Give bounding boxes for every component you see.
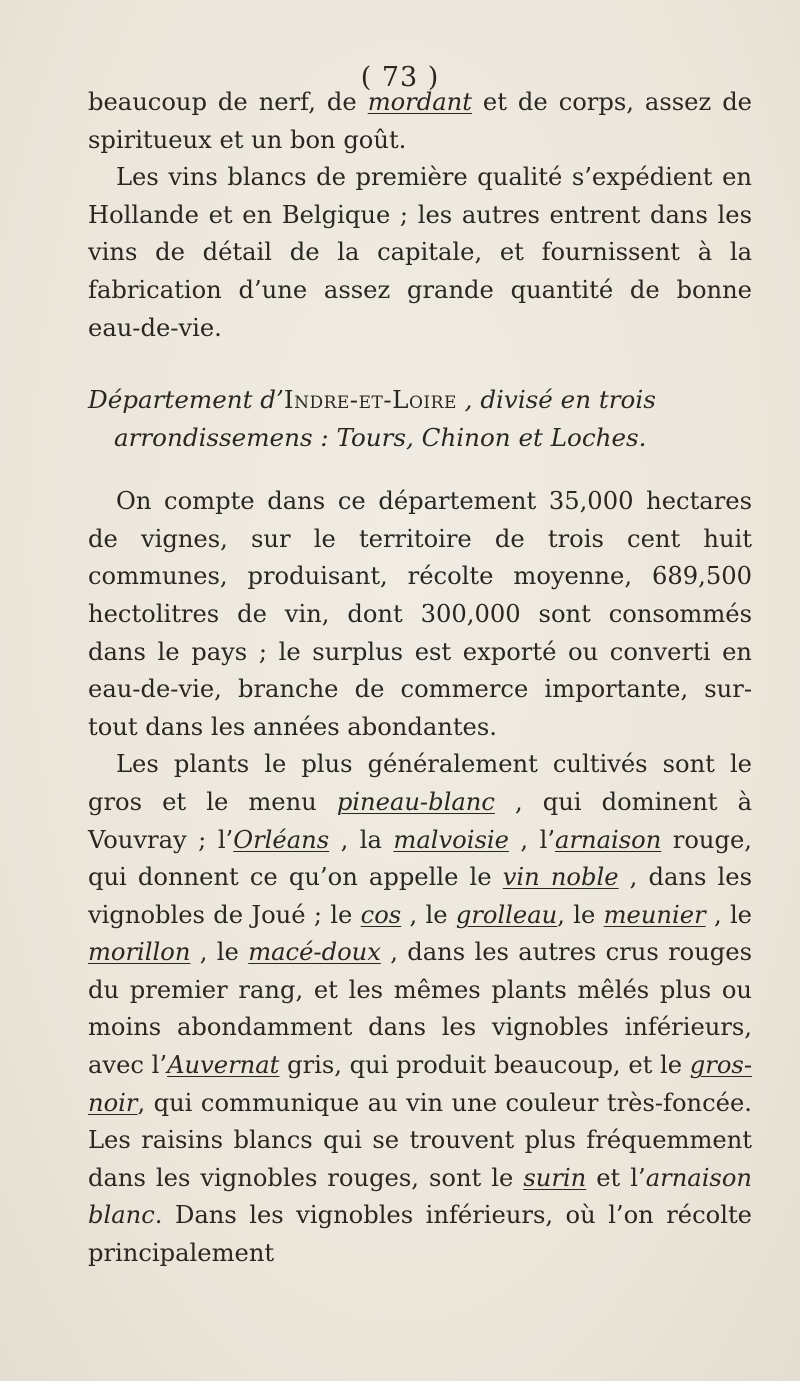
- variety-name: Auvernat: [167, 1051, 280, 1080]
- variety-name: meunier: [603, 900, 706, 929]
- paragraph-text: , la: [329, 825, 394, 854]
- term-mordant: mordant: [367, 88, 472, 116]
- paragraph-white-wines: Les vins blancs de première qualité s’expédient en Hollande et en Belgique ; les autres entrent dans les vins de détail de la capitale, et fournissent à la fabrication d’une assez grande quantité de bonne eau-de-vie.: [88, 163, 752, 342]
- paragraph-text: , le: [557, 900, 604, 929]
- paragraph-text: gris, qui produit beaucoup, et le: [279, 1051, 690, 1080]
- variety-name: macé-doux: [248, 938, 381, 967]
- paragraph-text: Les plants le plus généralement cultivés sont le gros et le menu: [88, 750, 752, 816]
- paragraph-text: , le: [190, 938, 249, 967]
- department-heading: [88, 381, 752, 457]
- variety-name: gros-noir: [88, 1051, 752, 1117]
- paragraph-text: rouge, qui donnent ce qu’on appelle le: [88, 825, 752, 892]
- paragraph-text: , dans les vignobles de Joué ; le: [88, 863, 752, 929]
- page-number: ( 73 ): [360, 62, 440, 93]
- paragraph-text: , qui communique au vin une couleur très-foncée. Les raisins blancs qui se trouvent plus fréquemment dans les vignobles rouges, sont le: [88, 1088, 752, 1192]
- paragraph-text: , qui dominent à Vouvray ; l’: [88, 787, 752, 854]
- paragraph-text: , l’: [508, 825, 556, 854]
- heading-separator: ,: [456, 385, 481, 415]
- paragraph-continuation: [88, 84, 752, 159]
- variety-name: pineau-blanc: [336, 787, 495, 816]
- paragraph-text: et l’: [586, 1163, 646, 1192]
- paragraph-text: beaucoup de nerf, de: [88, 88, 368, 116]
- variety-name: vin noble: [502, 863, 619, 892]
- variety-name: arnaison blanc: [88, 1163, 752, 1230]
- variety-name: morillon: [88, 938, 191, 967]
- variety-name: surin: [523, 1163, 587, 1192]
- variety-name: arnaison: [555, 825, 662, 854]
- paragraph-text: et de corps, assez de spiritueux et un bon goût.: [88, 88, 752, 154]
- paragraph-text: , le: [705, 900, 752, 929]
- variety-name: grolleau: [455, 900, 558, 929]
- paragraph-statistics: On compte dans ce département 35,000 hectares de vignes, sur le territoire de trois cent huit communes, produisant, récolte moyenne, 689,500 hectolitres de vin, dont 300,000 sont consommés dans le pays ; le surplus est exporté ou converti en eau-de-vie, branche de commerce importante, sur-tout dans les années abondantes.: [88, 487, 752, 741]
- variety-name: cos: [360, 900, 402, 929]
- paragraph-text: , le: [401, 900, 456, 929]
- heading-department-name: Indre-et-Loire: [283, 385, 457, 415]
- variety-name: malvoisie: [393, 825, 509, 854]
- variety-name: Orléans: [233, 825, 330, 854]
- text-body: [88, 84, 752, 1273]
- heading-prefix: Département d’: [88, 385, 284, 415]
- paragraph-grape-varieties: [88, 746, 752, 1272]
- paragraph-text: . Dans les vignobles inférieurs, où l’on récolte principalement: [88, 1201, 752, 1268]
- paragraph-text: , dans les autres crus rouges du premier rang, et les mêmes plants mêlés plus ou moins abondamment dans les vignobles inférieurs, avec l’: [88, 938, 752, 1080]
- heading-subtitle: divisé en trois arrondissemens : Tours, Chinon et Loches.: [114, 385, 656, 453]
